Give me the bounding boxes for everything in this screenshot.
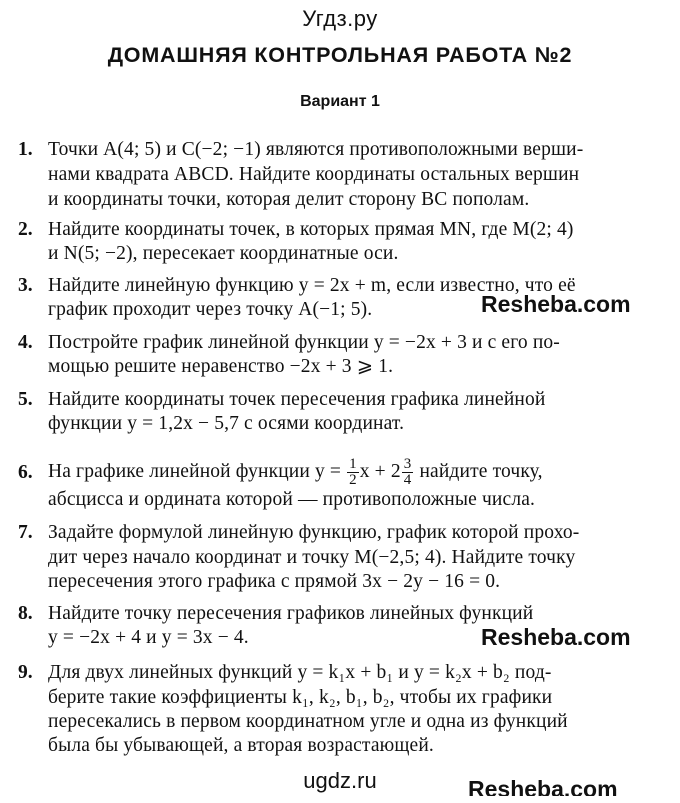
fraction-1-denominator: 2 — [349, 472, 357, 489]
problem-6-number: 6. — [18, 462, 33, 483]
problem-2-line-2: и N(5; −2), пересекает координатные оси. — [48, 243, 399, 264]
fraction-2-denominator: 4 — [403, 472, 412, 489]
watermark-bottom: ugdz.ru — [303, 768, 377, 793]
problem-3-number: 3. — [18, 275, 33, 296]
resheba-watermark-3-clip — [468, 776, 618, 796]
problem-1-line-2: нами квадрата ABCD. Найдите координаты остальных вершин — [48, 164, 580, 185]
problem-7-line-3: пересечения этого графика с прямой 3x − 2y − 16 = 0. — [48, 571, 501, 592]
problem-6-text-after: найдите точку, — [419, 461, 543, 482]
problem-4-number: 4. — [18, 332, 33, 353]
problem-6-line-2: абсцисса и ордината которой — противоположные числа. — [48, 489, 536, 510]
problem-3-line-1: Найдите линейную функцию y = 2x + m, если известно, что её — [48, 275, 576, 296]
problem-8-number: 8. — [18, 603, 33, 624]
problem-8-line-2: y = −2x + 4 и y = 3x − 4. — [48, 627, 249, 648]
problem-5-line-1: Найдите координаты точек пересечения графика линейной — [48, 389, 546, 410]
fraction-three-quarters — [402, 457, 414, 488]
watermark-top: Угдз.ру — [302, 6, 378, 31]
problem-7-number: 7. — [18, 522, 33, 543]
problem-1-line-3: и координаты точки, которая делит сторону BC пополам. — [48, 189, 530, 210]
problem-4-line-1: Постройте график линейной функции y = −2x + 3 и с его по- — [48, 332, 560, 353]
page-title: ДОМАШНЯЯ КОНТРОЛЬНАЯ РАБОТА №2 — [107, 43, 573, 67]
problem-3-line-2: график проходит через точку A(−1; 5). — [48, 299, 373, 320]
problem-9-line-4: была бы убывающей, а вторая возрастающей. — [48, 735, 434, 756]
problem-9-number: 9. — [18, 662, 33, 683]
problem-6-text-before: На графике линейной функции y = — [48, 461, 342, 482]
fraction-1-numerator: 1 — [349, 456, 357, 473]
variant-heading: Вариант 1 — [300, 93, 380, 110]
fraction-2-numerator: 3 — [403, 456, 412, 473]
resheba-watermark-3: Resheba.com — [468, 776, 618, 796]
problem-9-line-3: пересекались в первом координатном угле и одна из функций — [48, 711, 568, 732]
problem-5-number: 5. — [18, 389, 33, 410]
problem-2-number: 2. — [18, 219, 33, 240]
problem-9-line-1: Для двух линейных функций y = k₁x + b₁ и y = k₂x + b₂ под- — [48, 662, 552, 683]
fraction-one-half — [347, 457, 359, 488]
problem-7-line-1: Задайте формулой линейную функцию, график которой прохо- — [48, 522, 580, 543]
problem-9-line-2: берите такие коэффициенты k₁, k₂, b₁, b₂, чтобы их графики — [48, 687, 553, 708]
problem-1-number: 1. — [18, 139, 33, 160]
problem-2-line-1: Найдите координаты точек, в которых прямая MN, где M(2; 4) — [48, 219, 574, 240]
problem-6-text-mid: x + 2 — [359, 461, 401, 482]
problem-7-line-2: дит через начало координат и точку M(−2,5; 4). Найдите точку — [48, 547, 576, 568]
resheba-watermark-2: Resheba.com — [481, 624, 631, 650]
problem-1-line-1: Точки A(4; 5) и C(−2; −1) являются противоположными верши- — [48, 139, 584, 160]
problem-5-line-2: функции y = 1,2x − 5,7 с осями координат. — [48, 413, 405, 434]
problem-8-line-1: Найдите точку пересечения графиков линейных функций — [48, 603, 534, 624]
problem-4-line-2: мощью решите неравенство −2x + 3 ⩾ 1. — [48, 356, 394, 377]
resheba-watermark-1: Resheba.com — [481, 291, 631, 317]
